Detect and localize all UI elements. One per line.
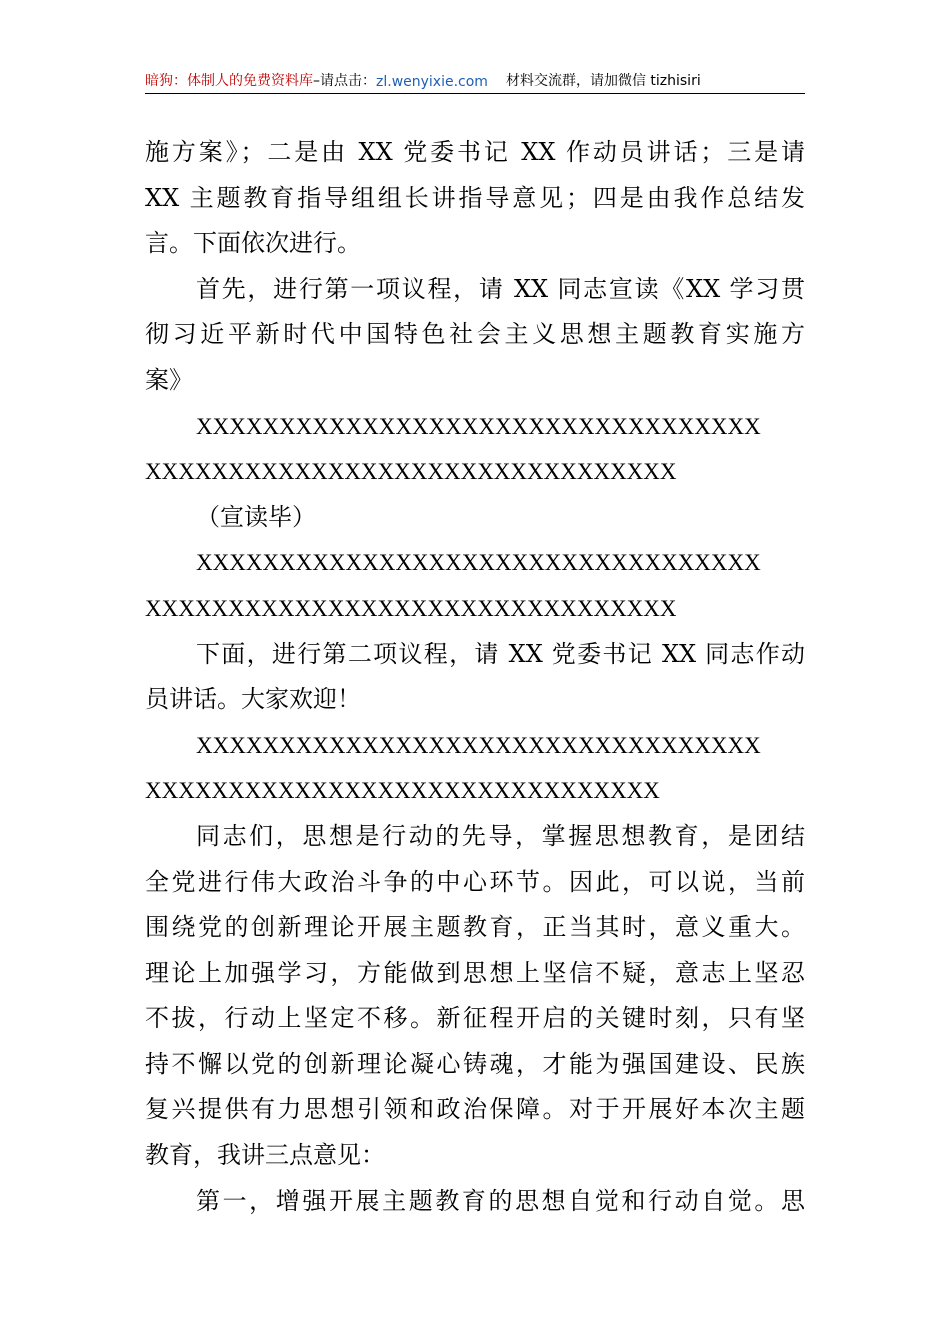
text-line: 教育，我讲三点意见：: [145, 1141, 385, 1170]
header-group-info: 材料交流群，请加微信 tizhisiri: [505, 73, 701, 89]
text-line: 持不懈以党的创新理论凝心铸魂，才能为强国建设、民族: [145, 1049, 805, 1078]
text-line: 彻习近平新时代中国特色社会主义思想主题教育实施方: [145, 320, 805, 349]
placeholder-line: XXXXXXXXXXXXXXXXXXXXXXXXXXXXXXXXXX: [196, 413, 761, 439]
text-line: XX 主题教育指导组组长讲指导意见；四是由我作总结发: [145, 183, 805, 212]
page-header: [145, 68, 805, 94]
placeholder-line: XXXXXXXXXXXXXXXXXXXXXXXXXXXXXXXXXX: [196, 550, 761, 576]
text-line: 言。下面依次进行。: [145, 229, 361, 258]
text-line: 案》: [145, 365, 193, 394]
header-brand: 暗狗：体制人的免费资料库: [145, 73, 313, 89]
header-url-link[interactable]: zl.wenyixie.com: [376, 74, 488, 90]
text-line: 不拔，行动上坚定不移。新征程开启的关键时刻，只有坚: [145, 1004, 805, 1033]
text-line: 围绕党的创新理论开展主题教育，正当其时，意义重大。: [145, 913, 805, 942]
text-line: 复兴提供有力思想引领和政治保障。对于开展好本次主题: [145, 1095, 805, 1124]
text-line: 施方案》；二是由 XX 党委书记 XX 作动员讲话；三是请: [145, 138, 805, 166]
placeholder-line: XXXXXXXXXXXXXXXXXXXXXXXXXXXXXXXX: [145, 459, 677, 485]
text-line: 第一，增强开展主题教育的思想自觉和行动自觉。思: [196, 1186, 805, 1215]
text-line: 下面，进行第二项议程，请 XX 党委书记 XX 同志作动: [196, 639, 805, 668]
document-body: [145, 130, 805, 1224]
text-line: 同志们，思想是行动的先导，掌握思想教育，是团结: [196, 821, 805, 850]
text-line: 首先，进行第一项议程，请 XX 同志宣读《XX 学习贯: [196, 274, 805, 303]
text-line: 全党进行伟大政治斗争的中心环节。因此，可以说，当前: [145, 867, 805, 896]
placeholder-line: XXXXXXXXXXXXXXXXXXXXXXXXXXXXXXXX: [145, 595, 677, 621]
placeholder-line: XXXXXXXXXXXXXXXXXXXXXXXXXXXXXXXXXX: [196, 732, 761, 758]
text-line: 员讲话。大家欢迎！: [145, 685, 361, 714]
placeholder-line: XXXXXXXXXXXXXXXXXXXXXXXXXXXXXXX: [145, 778, 660, 804]
reading-done-note: （宣读毕）: [196, 502, 316, 531]
header-click-prefix: –请点击：: [313, 73, 376, 89]
text-line: 理论上加强学习，方能做到思想上坚信不疑，意志上坚忍: [145, 958, 805, 987]
